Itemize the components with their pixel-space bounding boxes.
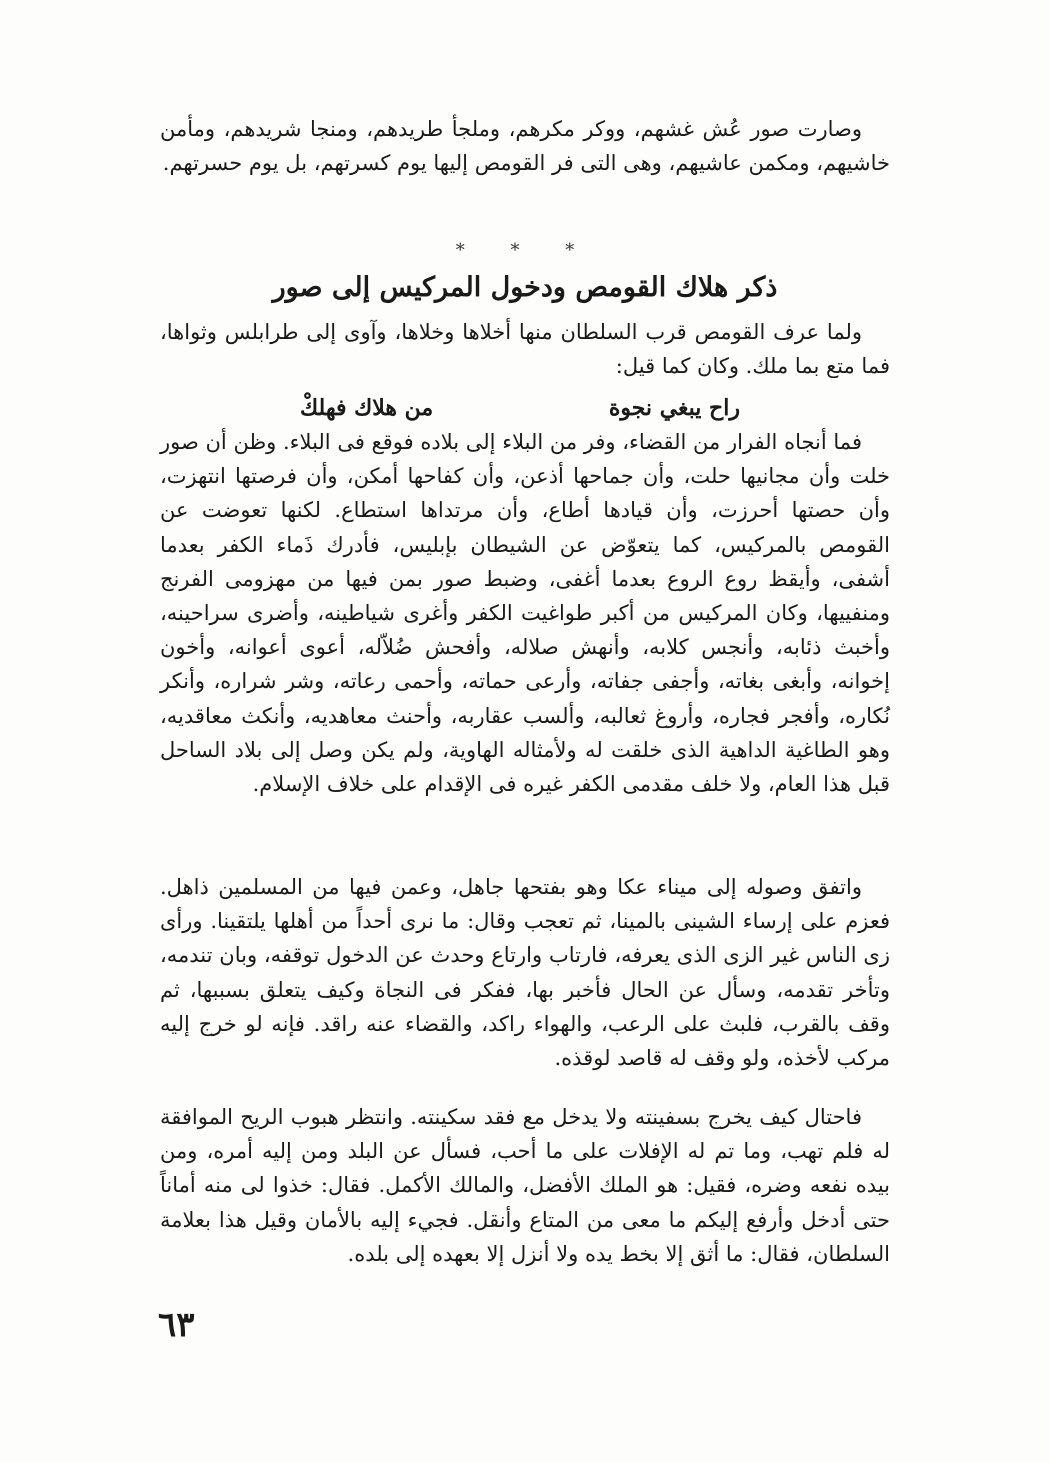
third-paragraph	[160, 1100, 890, 1271]
verse-second-hemistich: من هلاك فهلكْ	[300, 395, 434, 421]
page-number: ٦٣	[158, 1305, 195, 1345]
intro-paragraph	[160, 315, 890, 383]
paragraph-text: واتفق وصوله إلى ميناء عكا وهو بفتحها جاهل، وعمن فيها من المسلمين ذاهل. فعزم على إرساء الشينى بالمينا، ثم تعجب وقال: ما نرى أحداً من أهلها يلتقينا. ورأى زى الناس غير الزى الذى يعرفه، فارتاب وارتاع وحدث عن الدخول توقفه، وبان تندمه، وتأخر تقدمه، وسأل عن الحال فأخبر بها، ففكر فى النجاة وكيف يتعلق بسببها، ثم وقف بالقرب، فلبث على الرعب، والهواء راكد، والقضاء عنه راقد. فإنه لو خرج إليه مركب لأخذه، ولو وقف له قاصد لوقذه.	[160, 875, 890, 1071]
second-paragraph	[160, 870, 890, 1075]
paragraph-text: وصارت صور عُش غشهم، ووكر مكرهم، وملجأ طريدهم، ومنجا شريدهم، ومأمن خاشيهم، ومكمن عاشيهم، وهى التى فر القومص إليها يوم كسرتهم، بل يوم حسرتهم.	[160, 117, 890, 176]
section-heading: ذكر هلاك القومص ودخول المركيس إلى صور	[272, 272, 778, 303]
main-paragraph	[160, 425, 890, 801]
poetry-verse	[300, 390, 740, 426]
paragraph-text: فما أنجاه الفرار من القضاء، وفر من البلاء إلى بلاده فوقع فى البلاء. وظن أن صور خلت وأن مجانيها حلت، وأن جماحها أذعن، وأن كفاحها أمكن، وأن فرصتها انتهزت، وأن حصتها أحرزت، وأن قيادها أطاع، وأن مرتداها استطاع. لكنها تعوضت عن القومص بالمركيس، كما يتعوّض عن الشيطان بإبليس، فأدرك ذَماء الكفر بعدما أشفى، وأيقظ روع الروع بعدما أغفى، وضبط صور بمن فيها من مهزومى الفرنج ومنفييها، وكان المركيس من أكبر طواغيت الكفر وأغرى شياطينه، وأضرى سراحينه، وأخبث ذئابه، وأنجس كلابه، وأنهش صلاله، وأفحش ضُلاّله، أعوى أعوانه، وأخون إخوانه، وأبغى بغاته، وأجفى جفاته، وأرعى حماته، وأحمى رعاته، وشر شراره، وأنكر نُكاره، وأفجر فجاره، وأروغ ثعالبه، وألسب عقاربه، وأحنث معاهديه، وأنكث معاقديه، وهو الطاغية الداهية الذى خلقت له ولأمثاله الهاوية، ولم يكن وصل إلى بلاد الساحل قبل هذا العام، ولا خلف مقدمى الكفر غيره فى الإقدام على خلاف الإسلام.	[160, 430, 890, 797]
section-separator: * * *	[455, 240, 595, 261]
opening-paragraph	[160, 112, 890, 180]
paragraph-text: ولما عرف القومص قرب السلطان منها أخلاها وخلاها، وآوى إلى طرابلس وثواها، فما متع بما ملك. وكان كما قيل:	[160, 320, 890, 379]
paragraph-text: فاحتال كيف يخرج بسفينته ولا يدخل مع فقد سكينته. وانتظر هبوب الريح الموافقة له فلم تهب، وما تم له الإفلات على ما أحب، فسأل عن البلد ومن إليه أمره، ومن بيده نفعه وضره، فقيل: هو الملك الأفضل، والمالك الأكمل. فقال: خذوا لى منه أماناً حتى أدخل وأرفع إليكم ما معى من المتاع وأنقل. فجيء إليه بالأمان وقيل هذا بعلامة السلطان، فقال: ما أثق إلا بخط يده ولا أنزل إلا بعهده إلى بلده.	[160, 1105, 890, 1266]
verse-first-hemistich: راح يبغي نجوة	[608, 395, 740, 421]
